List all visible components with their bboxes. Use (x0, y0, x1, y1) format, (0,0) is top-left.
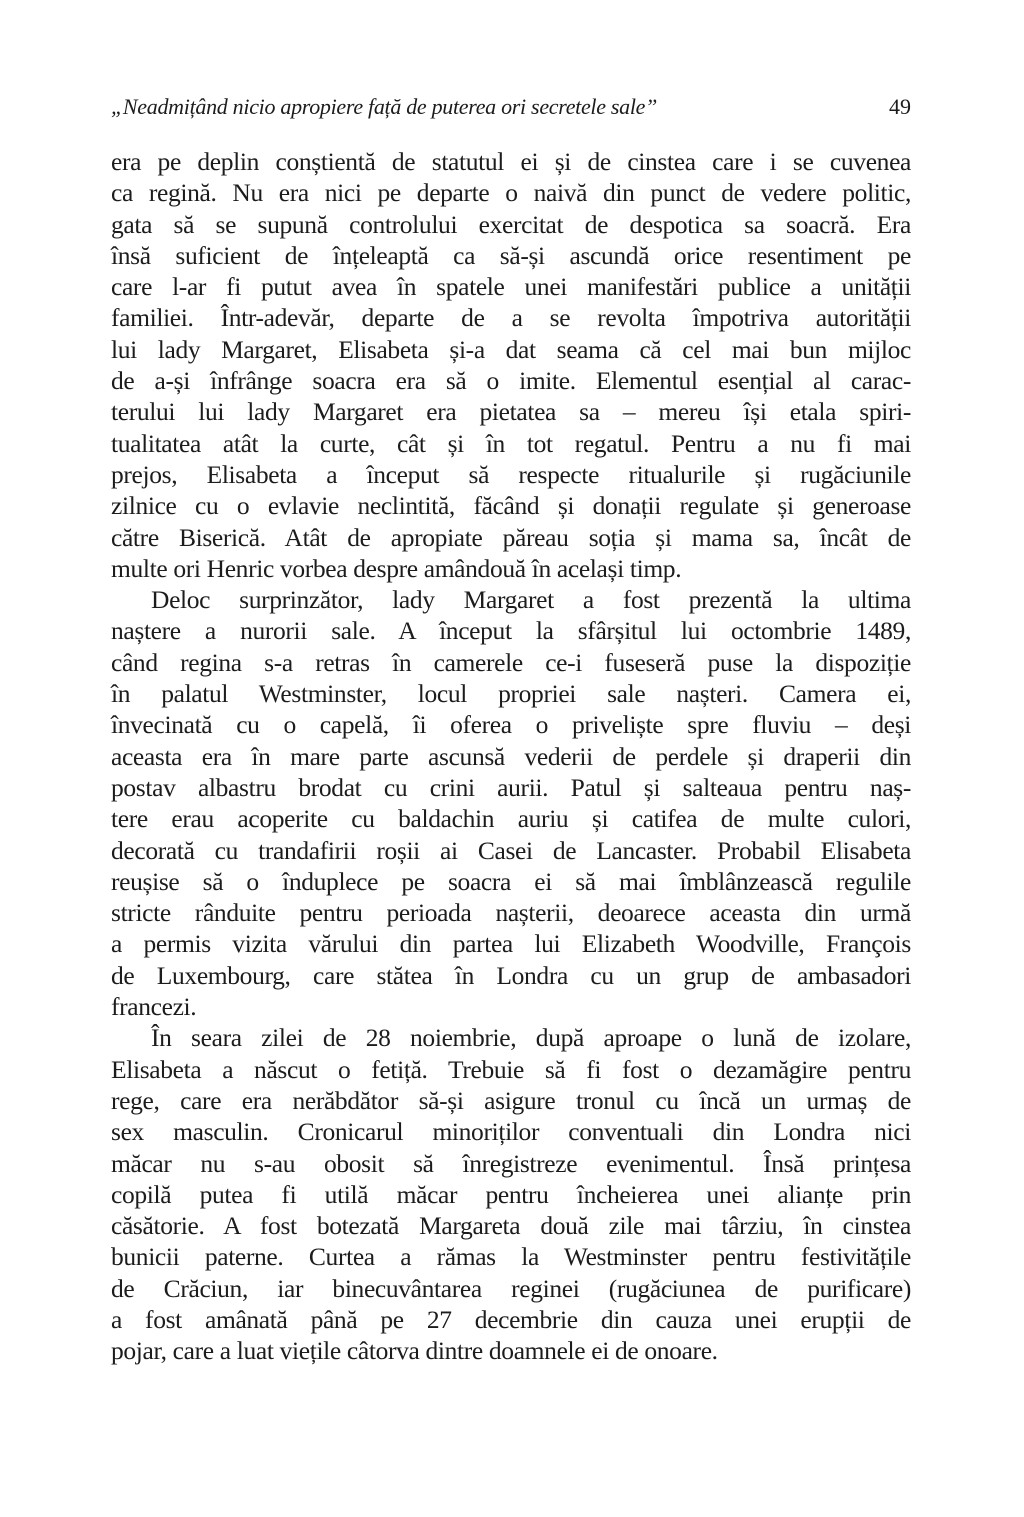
paragraph (111, 584, 911, 1022)
running-title: „Neadmițând nicio apropiere față de puterea ori secretele sale” (111, 94, 658, 119)
text-line: pojar, care a luat viețile câtorva dintre doamnele ei de onoare. (111, 1336, 718, 1366)
text-line: ca regină. Nu era nici pe departe o naivă din punct de vedere politic, (111, 178, 911, 208)
text-line: căsătorie. A fost botezată Margareta două zile mai târziu, în cinstea (111, 1211, 911, 1241)
text-line: multe ori Henric vorbea despre amândouă în același timp. (111, 553, 682, 583)
text-line: familiei. Într-adevăr, departe de a se revolta împotriva autorității (111, 303, 911, 333)
text-line: a permis vizita vărului din partea lui Elizabeth Woodville, François (111, 929, 911, 959)
text-line: care l-ar fi putut avea în spatele unei manifestări publice a unității (111, 272, 911, 302)
running-header (111, 92, 911, 122)
text-line: zilnice cu o evlavie neclintită, făcând și donații regulate și generoase (111, 491, 911, 521)
text-line: sex masculin. Cronicarul minoriților conventuali din Londra nici (111, 1117, 911, 1147)
text-line: învecinată cu o capelă, îi oferea o priveliște spre fluviu – deși (111, 710, 911, 740)
text-line: însă suficient de înțeleaptă ca să-și ascundă orice resentiment pe (111, 240, 911, 270)
text-line: În seara zilei de 28 noiembrie, după aproape o lună de izolare, (151, 1023, 911, 1053)
text-line: postav albastru brodat cu crini aurii. Patul și salteaua pentru naș- (111, 772, 911, 802)
text-line: tualitatea atât la curte, cât și în tot regatul. Pentru a nu fi mai (111, 428, 911, 458)
text-line: către Biserică. Atât de apropiate păreau soția și mama sa, încât de (111, 522, 911, 552)
body-text (111, 146, 911, 1367)
text-line: aceasta era în mare parte ascunsă vederii de perdele și draperii din (111, 741, 911, 771)
text-line: bunicii paterne. Curtea a rămas la Westminster pentru festivitățile (111, 1242, 911, 1272)
text-line: reușise să o înduplece pe soacra ei să mai îmblânzească regulile (111, 866, 911, 896)
text-line: tere erau acoperite cu baldachin auriu și catifea de multe culori, (111, 804, 911, 834)
paragraph (111, 1022, 911, 1366)
text-line: prejos, Elisabeta a început să respecte ritualurile și rugăciunile (111, 459, 911, 489)
text-line: gata să se supună controlului exercitat de despotica sa soacră. Era (111, 209, 911, 239)
text-line: Deloc surprinzător, lady Margaret a fost prezentă la ultima (151, 585, 911, 615)
text-line: a fost amânată până pe 27 decembrie din cauza unei erupții de (111, 1304, 911, 1334)
text-line: măcar nu s-au obosit să înregistreze evenimentul. Însă prințesa (111, 1148, 911, 1178)
text-line: de a-și înfrânge soacra era să o imite. Elementul esențial al carac- (111, 366, 911, 396)
text-line: francezi. (111, 992, 197, 1022)
text-line: terului lui lady Margaret era pietatea sa – mereu își etala spiri- (111, 397, 911, 427)
text-line: lui lady Margaret, Elisabeta și-a dat seama că cel mai bun mijloc (111, 334, 911, 364)
text-line: în palatul Westminster, locul propriei sale nașteri. Camera ei, (111, 679, 911, 709)
text-line: de Crăciun, iar binecuvântarea reginei (rugăciunea de purificare) (111, 1273, 911, 1303)
text-line: copilă putea fi utilă măcar pentru încheierea unei alianțe prin (111, 1179, 911, 1209)
text-line: rege, care era nerăbdător să-și asigure tronul cu încă un urmaș de (111, 1085, 911, 1115)
paragraph (111, 146, 911, 584)
text-line: Elisabeta a născut o fetiță. Trebuie să fi fost o dezamăgire pentru (111, 1054, 911, 1084)
text-line: decorată cu trandafirii roșii ai Casei de Lancaster. Probabil Elisabeta (111, 835, 911, 865)
page-number: 49 (889, 94, 911, 119)
text-line: era pe deplin conștientă de statutul ei și de cinstea care i se cuvenea (111, 147, 911, 176)
text-line: de Luxembourg, care stătea în Londra cu un grup de ambasadori (111, 960, 911, 990)
text-line: stricte rânduite pentru perioada nașterii, deoarece aceasta din urmă (111, 898, 911, 928)
text-line: naștere a nurorii sale. A început la sfârșitul lui octombrie 1489, (111, 616, 911, 646)
text-line: când regina s-a retras în camerele ce-i fuseseră puse la dispoziție (111, 647, 911, 677)
